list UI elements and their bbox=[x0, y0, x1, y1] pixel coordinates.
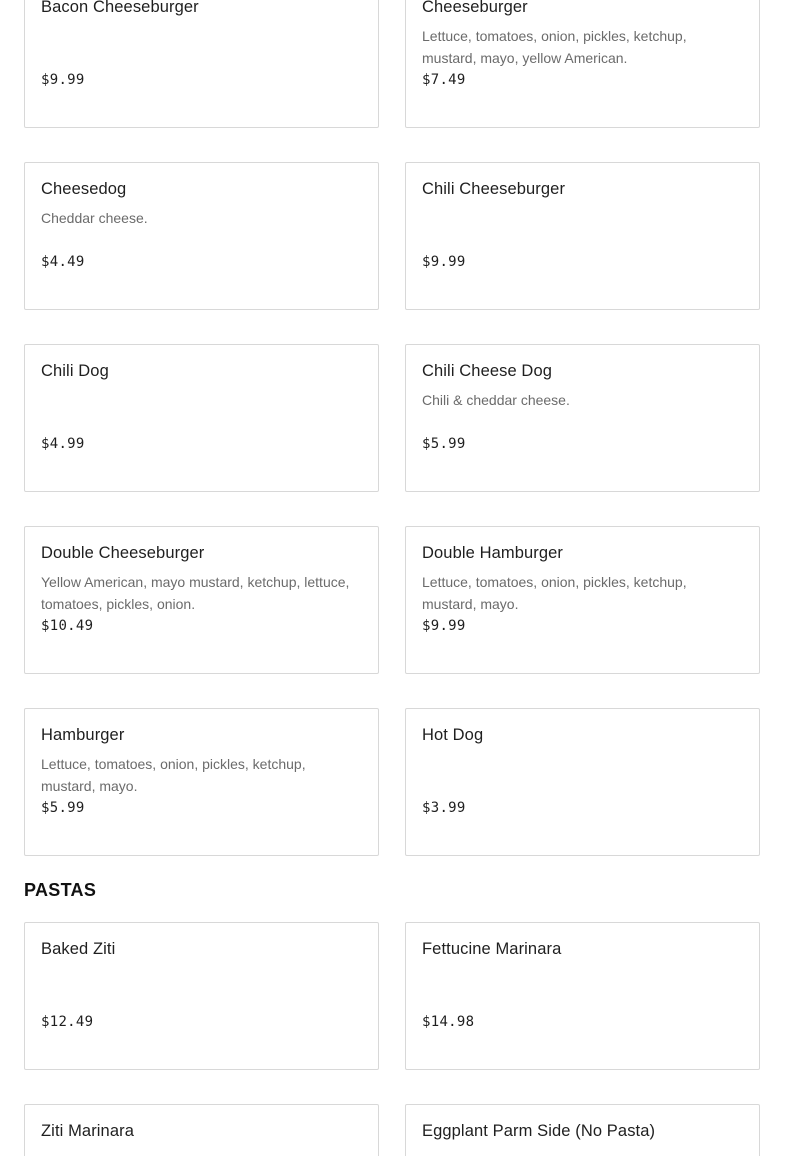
menu-item-card[interactable] bbox=[24, 162, 379, 310]
menu-item-card[interactable] bbox=[24, 922, 379, 1070]
menu-item-card[interactable] bbox=[405, 1104, 760, 1156]
item-name: Chili Dog bbox=[41, 362, 109, 380]
menu-item-card[interactable] bbox=[24, 1104, 379, 1156]
menu-item-card[interactable] bbox=[405, 526, 760, 674]
item-name: Chili Cheese Dog bbox=[422, 362, 552, 380]
item-name: Chili Cheeseburger bbox=[422, 180, 566, 198]
item-price: $14.98 bbox=[422, 1014, 475, 1030]
item-price: $5.99 bbox=[422, 436, 466, 452]
item-description: Lettuce, tomatoes, onion, pickles, ketchup, mustard, mayo. bbox=[41, 756, 306, 794]
item-name: Double Hamburger bbox=[422, 544, 564, 562]
item-name: Eggplant Parm Side (No Pasta) bbox=[422, 1122, 656, 1140]
section-title-pastas: PASTAS bbox=[24, 880, 97, 900]
menu-item-card[interactable] bbox=[24, 0, 379, 128]
item-price: $9.99 bbox=[41, 72, 85, 88]
item-name: Double Cheeseburger bbox=[41, 544, 205, 562]
item-description: Chili & cheddar cheese. bbox=[422, 392, 570, 408]
item-description: Yellow American, mayo mustard, ketchup, lettuce, tomatoes, pickles, onion. bbox=[41, 574, 350, 612]
item-price: $9.99 bbox=[422, 618, 466, 634]
menu-item-card[interactable] bbox=[405, 0, 760, 128]
item-description: Lettuce, tomatoes, onion, pickles, ketchup, mustard, mayo, yellow American. bbox=[422, 28, 687, 66]
item-name: Cheesedog bbox=[41, 180, 127, 198]
item-price: $4.99 bbox=[41, 436, 85, 452]
item-price: $12.49 bbox=[41, 1014, 94, 1030]
item-price: $4.49 bbox=[41, 254, 85, 270]
item-name: Ziti Marinara bbox=[41, 1122, 134, 1140]
item-name: Fettucine Marinara bbox=[422, 940, 562, 958]
item-description: Cheddar cheese. bbox=[41, 210, 148, 226]
item-price: $9.99 bbox=[422, 254, 466, 270]
item-name: Baked Ziti bbox=[41, 940, 116, 958]
item-price: $10.49 bbox=[41, 618, 94, 634]
item-price: $3.99 bbox=[422, 800, 466, 816]
menu-item-card[interactable] bbox=[405, 922, 760, 1070]
item-name: Cheeseburger bbox=[422, 0, 528, 16]
item-description: Lettuce, tomatoes, onion, pickles, ketchup, mustard, mayo. bbox=[422, 574, 687, 612]
item-name: Hot Dog bbox=[422, 726, 484, 744]
menu-item-card[interactable] bbox=[405, 344, 760, 492]
menu-item-card[interactable] bbox=[24, 344, 379, 492]
menu-item-card[interactable] bbox=[24, 526, 379, 674]
item-price: $5.99 bbox=[41, 800, 85, 816]
menu-item-card[interactable] bbox=[405, 708, 760, 856]
item-name: Hamburger bbox=[41, 726, 125, 744]
item-name: Bacon Cheeseburger bbox=[41, 0, 199, 16]
menu-item-card[interactable] bbox=[24, 708, 379, 856]
menu-item-card[interactable] bbox=[405, 162, 760, 310]
item-price: $7.49 bbox=[422, 72, 466, 88]
